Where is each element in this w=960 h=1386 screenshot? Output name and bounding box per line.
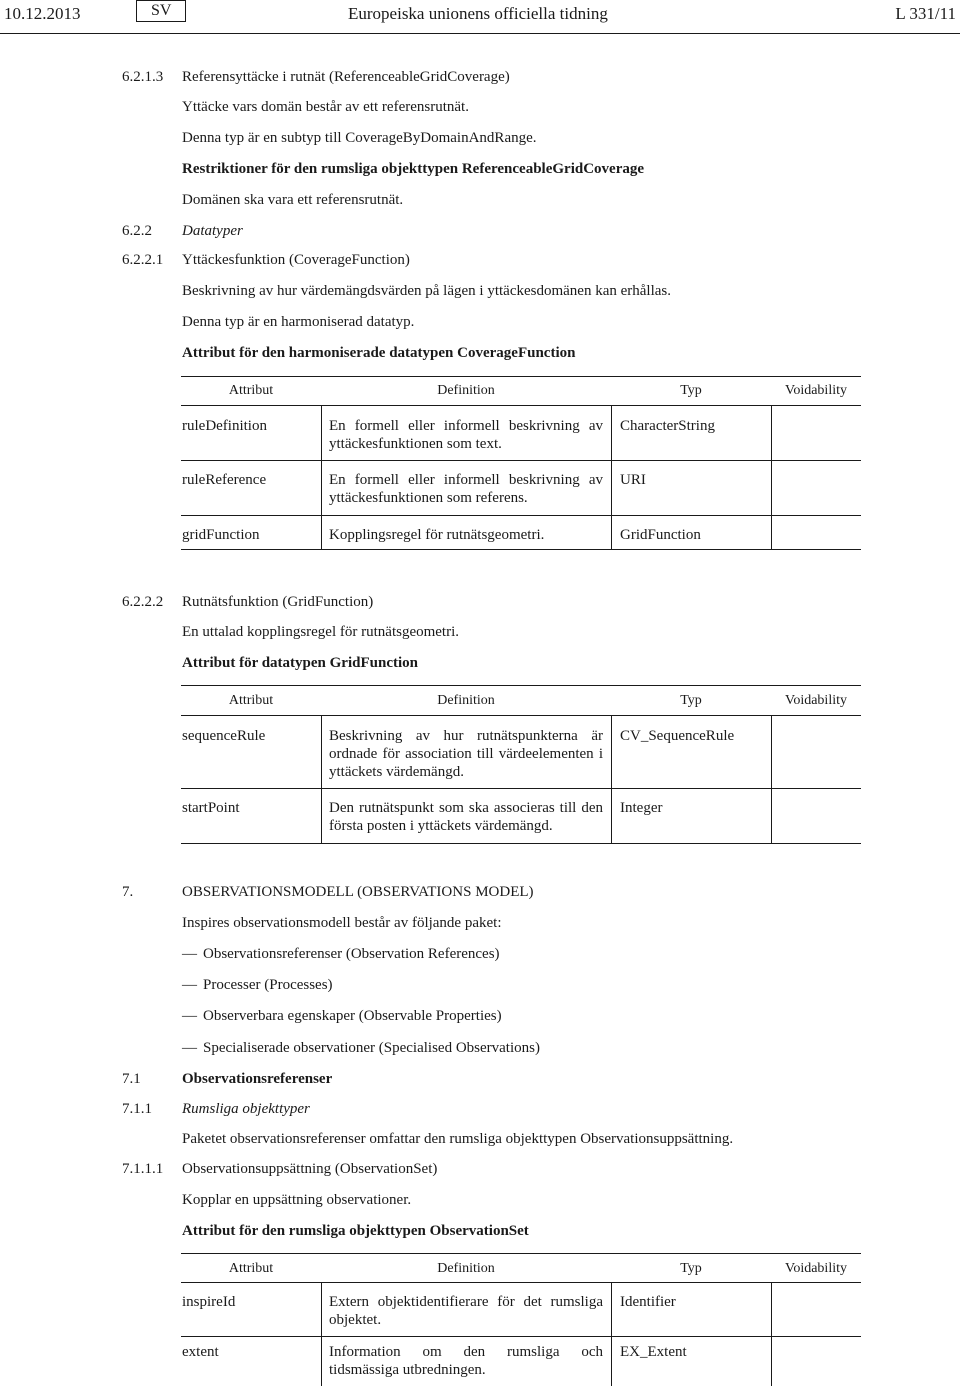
column-divider	[771, 1282, 772, 1386]
table-rule	[181, 1253, 861, 1254]
list-item	[182, 1039, 540, 1057]
list-item	[182, 976, 333, 994]
column-divider	[771, 405, 772, 549]
cell-type: Integer	[620, 800, 663, 816]
table-rule	[181, 1336, 861, 1337]
section-number: 7.1.1.1	[122, 1161, 164, 1177]
list-item	[182, 1007, 502, 1025]
paragraph: Beskrivning av hur värdemängdsvärden på lägen i yttäckesdomänen kan erhållas.	[182, 283, 672, 299]
table-rule	[181, 1282, 861, 1283]
table-rule	[181, 376, 861, 377]
cell-type: CharacterString	[620, 418, 715, 434]
header-rule	[0, 33, 960, 34]
cell-definition: Den rutnätspunkt som ska associeras till den första posten i yttäckets värdemängd.	[329, 800, 603, 834]
language-badge: SV	[136, 0, 186, 22]
list-dash: —	[182, 1008, 197, 1024]
column-divider	[611, 1282, 612, 1386]
column-header-voidability: Voidability	[785, 383, 847, 398]
table-rule	[181, 460, 861, 461]
section-title: OBSERVATIONSMODELL (OBSERVATIONS MODEL)	[182, 884, 534, 900]
column-header-typ: Typ	[680, 1261, 702, 1276]
list-item-text: Observerbara egenskaper (Observable Properties)	[203, 1008, 502, 1024]
cell-type: GridFunction	[620, 527, 701, 543]
section-title: Rumsliga objekttyper	[182, 1101, 310, 1117]
cell-attribute: ruleDefinition	[182, 418, 267, 434]
section-title: Datatyper	[182, 223, 243, 239]
column-header-definition: Definition	[437, 383, 495, 398]
column-header-definition: Definition	[437, 693, 495, 708]
cell-definition: Information om den rumsliga och tidsmässiga utbredningen.	[329, 1344, 603, 1378]
column-header-typ: Typ	[680, 383, 702, 398]
column-header-attribut: Attribut	[228, 1261, 274, 1276]
header-date: 10.12.2013	[4, 4, 81, 23]
journal-title: Europeiska unionens officiella tidning	[348, 4, 608, 23]
column-header-attribut: Attribut	[228, 383, 274, 398]
table-rule	[181, 788, 861, 789]
cell-type: Identifier	[620, 1294, 676, 1310]
column-header-definition: Definition	[437, 1261, 495, 1276]
column-header-voidability: Voidability	[785, 693, 847, 708]
list-dash: —	[182, 977, 197, 993]
section-number: 6.2.2.2	[122, 594, 164, 610]
cell-attribute: extent	[182, 1344, 219, 1360]
column-divider	[611, 715, 612, 843]
section-number: 7.1.1	[122, 1101, 152, 1117]
list-item-text: Processer (Processes)	[203, 977, 333, 993]
paragraph: En uttalad kopplingsregel för rutnätsgeometri.	[182, 624, 460, 640]
table-rule	[181, 843, 861, 844]
section-title: Observationsuppsättning (ObservationSet)	[182, 1161, 438, 1177]
cell-definition: Beskrivning av hur rutnätspunkterna är ordnade för association till värdeelementen i yttäckets värdemängd.	[329, 728, 603, 780]
section-number: 6.2.2.1	[122, 252, 164, 268]
cell-definition: Extern objektidentifierare för det rumsliga objektet.	[329, 1294, 603, 1328]
section-number: 6.2.2	[122, 223, 152, 239]
paragraph: Denna typ är en harmoniserad datatyp.	[182, 314, 415, 330]
column-divider	[321, 1282, 322, 1386]
section-number: 7.	[122, 884, 134, 900]
cell-attribute: ruleReference	[182, 472, 267, 488]
column-header-voidability: Voidability	[785, 1261, 847, 1276]
table-heading: Attribut för datatypen GridFunction	[182, 655, 418, 671]
column-divider	[771, 715, 772, 843]
cell-attribute: startPoint	[182, 800, 240, 816]
column-divider	[611, 405, 612, 549]
list-item	[182, 945, 500, 963]
section-title: Referensyttäcke i rutnät (ReferenceableGridCoverage)	[182, 69, 510, 85]
paragraph: Kopplar en uppsättning observationer.	[182, 1192, 412, 1208]
section-title: Rutnätsfunktion (GridFunction)	[182, 594, 374, 610]
list-dash: —	[182, 1040, 197, 1056]
cell-definition: En formell eller informell beskrivning av yttäckesfunktionen som referens.	[329, 472, 603, 506]
cell-definition: En formell eller informell beskrivning av yttäckesfunktionen som text.	[329, 418, 603, 452]
column-divider	[321, 715, 322, 843]
cell-type: CV_SequenceRule	[620, 728, 735, 744]
list-item-text: Specialiserade observationer (Specialised Observations)	[203, 1040, 540, 1056]
table-heading: Attribut för den rumsliga objekttypen ObservationSet	[182, 1223, 529, 1239]
paragraph: Domänen ska vara ett referensrutnät.	[182, 192, 404, 208]
cell-attribute: inspireId	[182, 1294, 236, 1310]
paragraph: Paketet observationsreferenser omfattar den rumsliga objekttypen Observationsuppsättning.	[182, 1131, 734, 1147]
cell-attribute: sequenceRule	[182, 728, 266, 744]
section-title: Observationsreferenser	[182, 1071, 333, 1087]
cell-definition: Kopplingsregel för rutnätsgeometri.	[329, 527, 545, 543]
list-item-text: Observationsreferenser (Observation References)	[203, 946, 500, 962]
column-divider	[321, 405, 322, 549]
cell-type: URI	[620, 472, 646, 488]
paragraph: Inspires observationsmodell består av följande paket:	[182, 915, 502, 931]
table-rule	[181, 549, 861, 550]
column-header-attribut: Attribut	[228, 693, 274, 708]
table-rule	[181, 405, 861, 406]
cell-attribute: gridFunction	[182, 527, 260, 543]
table-rule	[181, 715, 861, 716]
column-header-typ: Typ	[680, 693, 702, 708]
cell-type: EX_Extent	[620, 1344, 687, 1360]
restrictions-heading: Restriktioner för den rumsliga objekttypen ReferenceableGridCoverage	[182, 161, 645, 177]
table-rule	[181, 515, 861, 516]
paragraph: Denna typ är en subtyp till CoverageByDomainAndRange.	[182, 130, 537, 146]
paragraph: Yttäcke vars domän består av ett referensrutnät.	[182, 99, 469, 115]
section-title: Yttäckesfunktion (CoverageFunction)	[182, 252, 410, 268]
section-number: 6.2.1.3	[122, 69, 164, 85]
section-number: 7.1	[122, 1071, 141, 1087]
table-heading: Attribut för den harmoniserade datatypen CoverageFunction	[182, 345, 576, 361]
list-dash: —	[182, 946, 197, 962]
table-rule	[181, 685, 861, 686]
page-reference: L 331/11	[895, 4, 956, 23]
